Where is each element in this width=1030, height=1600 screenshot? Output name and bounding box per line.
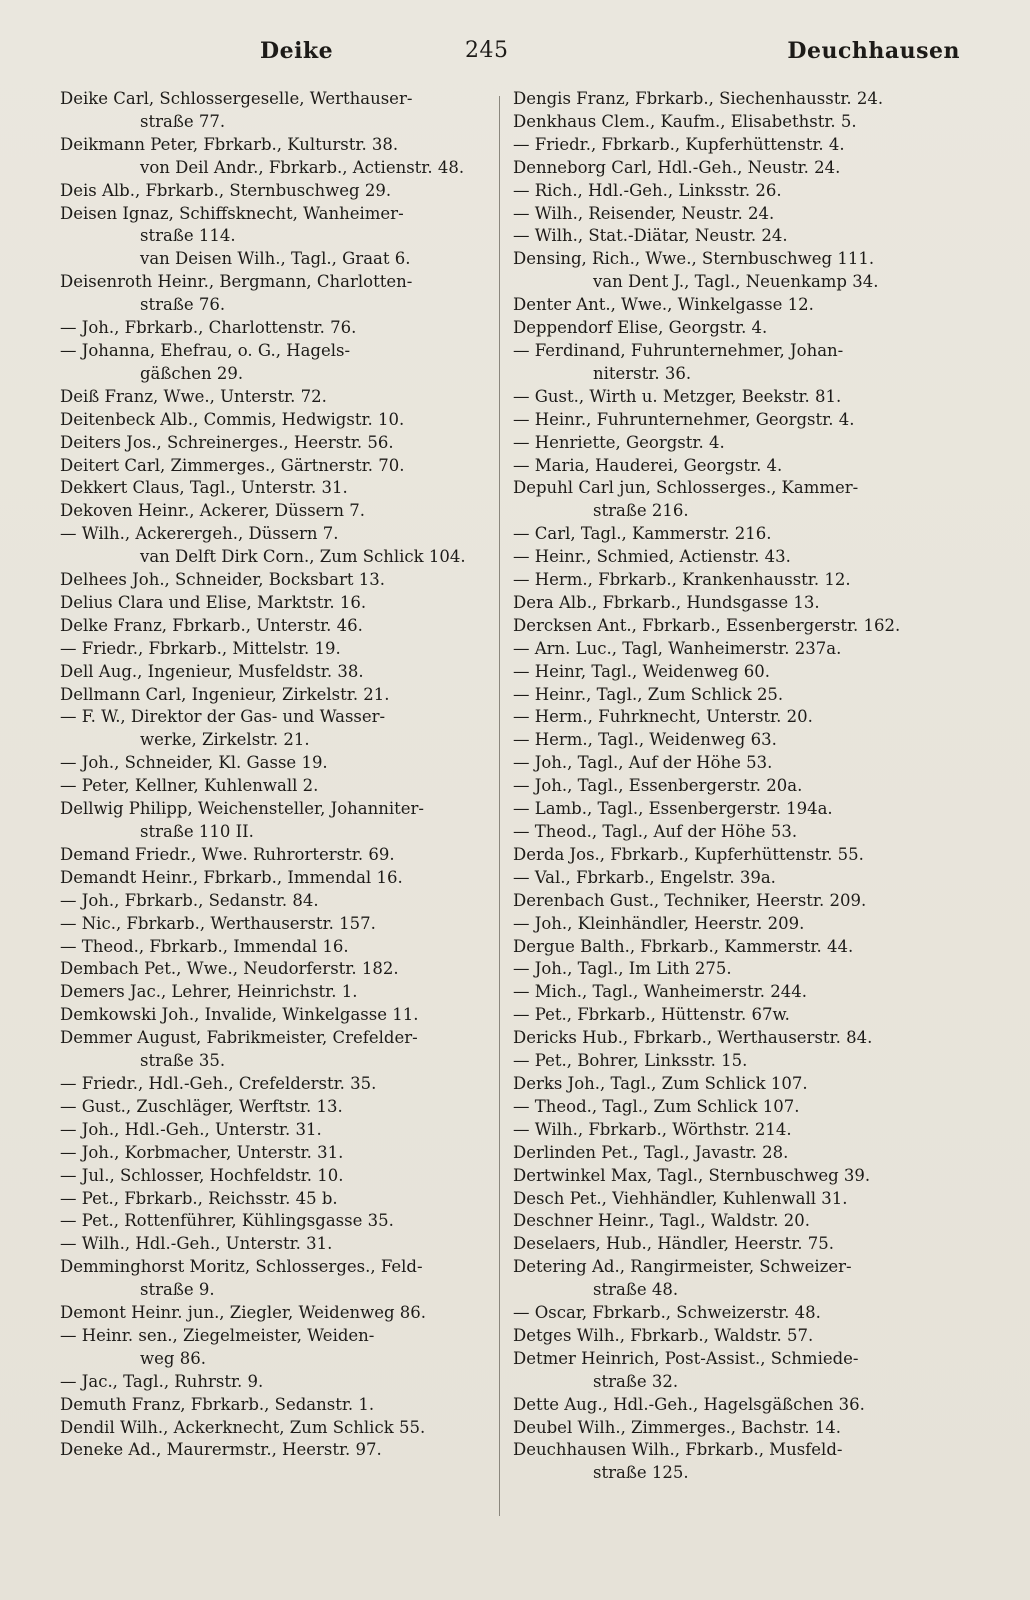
entry-continuation: straße 9. [140,1280,215,1300]
directory-entry: Deikmann Peter, Fbrkarb., Kulturstr. 38. [60,134,399,154]
directory-entry: Derenbach Gust., Techniker, Heerstr. 209. [513,890,867,910]
directory-entry: — Joh., Tagl., Im Lith 275. [513,959,732,979]
directory-entry: — Lamb., Tagl., Essenbergerstr. 194a. [513,799,833,819]
directory-entry: — Peter, Kellner, Kuhlenwall 2. [60,776,319,796]
directory-entry: Demuth Franz, Fbrkarb., Sedanstr. 1. [60,1394,375,1414]
entry-continuation: straße 35. [140,1051,226,1071]
directory-entry: — Wilh., Ackerergeh., Düssern 7. [60,524,339,544]
directory-entry: Deisen Ignaz, Schiffsknecht, Wanheimer- [60,203,404,223]
directory-entry: Deike Carl, Schlossergeselle, Werthauser- [60,89,413,108]
page-header [60,38,970,78]
directory-entry: Dell Aug., Ingenieur, Musfeldstr. 38. [60,661,364,681]
directory-entry: Demandt Heinr., Fbrkarb., Immendal 16. [60,867,403,887]
directory-entry: Denter Ant., Wwe., Winkelgasse 12. [513,295,814,315]
directory-entry: — Heinr., Fuhrunternehmer, Georgstr. 4. [513,409,855,429]
directory-entry: Dellwig Philipp, Weichensteller, Johanniter- [60,799,424,819]
directory-entry: Demkowski Joh., Invalide, Winkelgasse 11. [60,1005,419,1025]
directory-entry: — Heinr., Tagl., Zum Schlick 25. [513,684,784,704]
directory-entry: — Jac., Tagl., Ruhrstr. 9. [60,1371,264,1391]
directory-entry: — Wilh., Stat.-Diätar, Neustr. 24. [513,226,788,246]
directory-entry: — Gust., Wirth u. Metzger, Beekstr. 81. [513,386,842,406]
directory-entry: — Friedr., Hdl.-Geh., Crefelderstr. 35. [60,1073,377,1093]
directory-entry: — Mich., Tagl., Wanheimerstr. 244. [513,982,808,1002]
directory-entry: Dengis Franz, Fbrkarb., Siechenhausstr. 24. [513,89,884,108]
directory-entry: — Wilh., Hdl.-Geh., Unterstr. 31. [60,1234,333,1254]
directory-entry: — Henriette, Georgstr. 4. [513,432,725,452]
directory-entry: Detmer Heinrich, Post-Assist., Schmiede- [513,1348,859,1368]
directory-entry: Deis Alb., Fbrkarb., Sternbuschweg 29. [60,180,392,200]
entry-continuation: niterstr. 36. [593,363,692,383]
directory-entry: Deuchhausen Wilh., Fbrkarb., Musfeld- [513,1440,843,1460]
directory-entry: — Pet., Bohrer, Linksstr. 15. [513,1051,748,1071]
directory-entry: — Rich., Hdl.-Geh., Linksstr. 26. [513,180,782,200]
directory-entry: Deselaers, Hub., Händler, Heerstr. 75. [513,1234,834,1254]
entry-continuation: weg 86. [140,1348,206,1368]
directory-entry: — Gust., Zuschläger, Werftstr. 13. [60,1096,343,1116]
directory-entry: Deschner Heinr., Tagl., Waldstr. 20. [513,1211,810,1231]
directory-entry: Deubel Wilh., Zimmerges., Bachstr. 14. [513,1417,842,1437]
directory-entry: — Theod., Tagl., Zum Schlick 107. [513,1096,800,1116]
directory-entry: — F. W., Direktor der Gas- und Wasser- [60,707,386,727]
directory-entry: Denkhaus Clem., Kaufm., Elisabethstr. 5. [513,111,857,131]
directory-entry: Delhees Joh., Schneider, Bocksbart 13. [60,570,385,590]
directory-entry: — Carl, Tagl., Kammerstr. 216. [513,524,772,544]
directory-entry: — Pet., Fbrkarb., Reichsstr. 45 b. [60,1188,338,1208]
left-column [60,88,490,1462]
directory-entry: — Joh., Hdl.-Geh., Unterstr. 31. [60,1119,322,1139]
directory-entry: Dericks Hub., Fbrkarb., Werthauserstr. 84. [513,1028,873,1048]
directory-entry: — Val., Fbrkarb., Engelstr. 39a. [513,867,776,887]
entry-continuation: straße 110 II. [140,822,254,841]
entry-continuation: straße 76. [140,295,226,315]
directory-entry: — Pet., Fbrkarb., Hüttenstr. 67w. [513,1005,790,1025]
entry-continuation: straße 77. [140,111,226,131]
entry-continuation: van Delft Dirk Corn., Zum Schlick 104. [140,547,466,567]
directory-entry: Derks Joh., Tagl., Zum Schlick 107. [513,1073,808,1093]
page-number: 245 [465,38,509,63]
directory-entry: Derlinden Pet., Tagl., Javastr. 28. [513,1142,789,1162]
directory-entry: Dellmann Carl, Ingenieur, Zirkelstr. 21. [60,684,390,704]
directory-entry: Denneborg Carl, Hdl.-Geh., Neustr. 24. [513,157,841,177]
directory-entry: Detering Ad., Rangirmeister, Schweizer- [513,1257,852,1277]
column-divider [499,96,500,1516]
directory-entry: — Theod., Fbrkarb., Immendal 16. [60,936,349,956]
directory-entry: — Nic., Fbrkarb., Werthauserstr. 157. [60,913,376,933]
directory-entry: Delke Franz, Fbrkarb., Unterstr. 46. [60,615,363,635]
header-right-keyword: Deuchhausen [787,38,960,64]
directory-entry: Deiß Franz, Wwe., Unterstr. 72. [60,386,327,406]
entry-continuation: straße 48. [593,1280,679,1300]
entry-continuation: straße 125. [593,1463,689,1483]
directory-entry: Demmer August, Fabrikmeister, Crefelder- [60,1028,418,1048]
directory-entry: — Joh., Korbmacher, Unterstr. 31. [60,1142,344,1162]
directory-entry: Deitert Carl, Zimmerges., Gärtnerstr. 70. [60,455,405,475]
directory-entry: Demand Friedr., Wwe. Ruhrorterstr. 69. [60,844,395,864]
directory-entry: Depuhl Carl jun, Schlosserges., Kammer- [513,478,859,498]
directory-entry: Dergue Balth., Fbrkarb., Kammerstr. 44. [513,936,854,956]
entry-continuation: straße 216. [593,501,689,521]
entry-continuation: straße 114. [140,226,236,246]
directory-entry: Densing, Rich., Wwe., Sternbuschweg 111. [513,249,875,269]
directory-entry: Deppendorf Elise, Georgstr. 4. [513,318,768,338]
entry-continuation: van Dent J., Tagl., Neuenkamp 34. [593,272,879,292]
directory-entry: — Joh., Schneider, Kl. Gasse 19. [60,753,328,773]
directory-entry: — Herm., Fbrkarb., Krankenhausstr. 12. [513,570,851,590]
directory-entry: — Joh., Kleinhändler, Heerstr. 209. [513,913,805,933]
directory-entry: Dembach Pet., Wwe., Neudorferstr. 182. [60,959,399,979]
directory-entry: — Ferdinand, Fuhrunternehmer, Johan- [513,340,844,360]
entry-continuation: von Deil Andr., Fbrkarb., Actienstr. 48. [140,157,465,177]
directory-entry: — Friedr., Fbrkarb., Mittelstr. 19. [60,638,341,658]
directory-entry: Detges Wilh., Fbrkarb., Waldstr. 57. [513,1325,814,1345]
directory-entry: Desch Pet., Viehhändler, Kuhlenwall 31. [513,1188,848,1208]
directory-entry: Dendil Wilh., Ackerknecht, Zum Schlick 55. [60,1417,426,1437]
entry-continuation: gäßchen 29. [140,363,244,383]
directory-entry: Deiters Jos., Schreinerges., Heerstr. 56. [60,432,394,452]
right-column [513,88,953,1485]
directory-entry: — Arn. Luc., Tagl, Wanheimerstr. 237a. [513,638,842,658]
directory-entry: — Heinr. sen., Ziegelmeister, Weiden- [60,1325,375,1345]
directory-entry: — Johanna, Ehefrau, o. G., Hagels- [60,340,351,360]
directory-entry: Derda Jos., Fbrkarb., Kupferhüttenstr. 55. [513,844,864,864]
directory-entry: Dercksen Ant., Fbrkarb., Essenbergerstr. 162. [513,615,901,635]
entry-continuation: straße 32. [593,1371,679,1391]
directory-entry: — Heinr., Schmied, Actienstr. 43. [513,547,791,567]
directory-entry: Dera Alb., Fbrkarb., Hundsgasse 13. [513,592,820,612]
directory-entry: Dekkert Claus, Tagl., Unterstr. 31. [60,478,348,498]
directory-entry: — Joh., Fbrkarb., Charlottenstr. 76. [60,318,357,338]
directory-entry: Dette Aug., Hdl.-Geh., Hagelsgäßchen 36. [513,1394,865,1414]
directory-entry: — Friedr., Fbrkarb., Kupferhüttenstr. 4. [513,134,845,154]
directory-entry: Deitenbeck Alb., Commis, Hedwigstr. 10. [60,409,405,429]
directory-entry: — Joh., Fbrkarb., Sedanstr. 84. [60,890,319,910]
directory-entry: — Jul., Schlosser, Hochfeldstr. 10. [60,1165,344,1185]
directory-entry: Dertwinkel Max, Tagl., Sternbuschweg 39. [513,1165,871,1185]
directory-entry: Demminghorst Moritz, Schlosserges., Feld- [60,1257,423,1277]
directory-entry: — Maria, Hauderei, Georgstr. 4. [513,455,783,475]
directory-entry: Deneke Ad., Maurermstr., Heerstr. 97. [60,1440,382,1460]
header-left-keyword: Deike [260,38,334,64]
directory-entry: — Wilh., Reisender, Neustr. 24. [513,203,775,223]
directory-entry: — Theod., Tagl., Auf der Höhe 53. [513,822,798,841]
entry-continuation: werke, Zirkelstr. 21. [140,730,310,750]
directory-entry: Delius Clara und Elise, Marktstr. 16. [60,592,367,612]
directory-entry: — Pet., Rottenführer, Kühlingsgasse 35. [60,1211,394,1231]
directory-entry: — Joh., Tagl., Essenbergerstr. 20a. [513,776,803,796]
directory-entry: Dekoven Heinr., Ackerer, Düssern 7. [60,501,365,521]
entry-continuation: van Deisen Wilh., Tagl., Graat 6. [140,249,411,269]
directory-entry: Deisenroth Heinr., Bergmann, Charlotten- [60,272,413,292]
directory-entry: — Oscar, Fbrkarb., Schweizerstr. 48. [513,1303,821,1323]
directory-entry: — Wilh., Fbrkarb., Wörthstr. 214. [513,1119,792,1139]
directory-entry: — Joh., Tagl., Auf der Höhe 53. [513,753,773,773]
directory-entry: — Herm., Fuhrknecht, Unterstr. 20. [513,707,813,727]
directory-entry: — Heinr, Tagl., Weidenweg 60. [513,661,771,681]
directory-entry: Demont Heinr. jun., Ziegler, Weidenweg 86. [60,1303,427,1323]
directory-entry: — Herm., Tagl., Weidenweg 63. [513,730,777,750]
directory-entry: Demers Jac., Lehrer, Heinrichstr. 1. [60,982,358,1002]
